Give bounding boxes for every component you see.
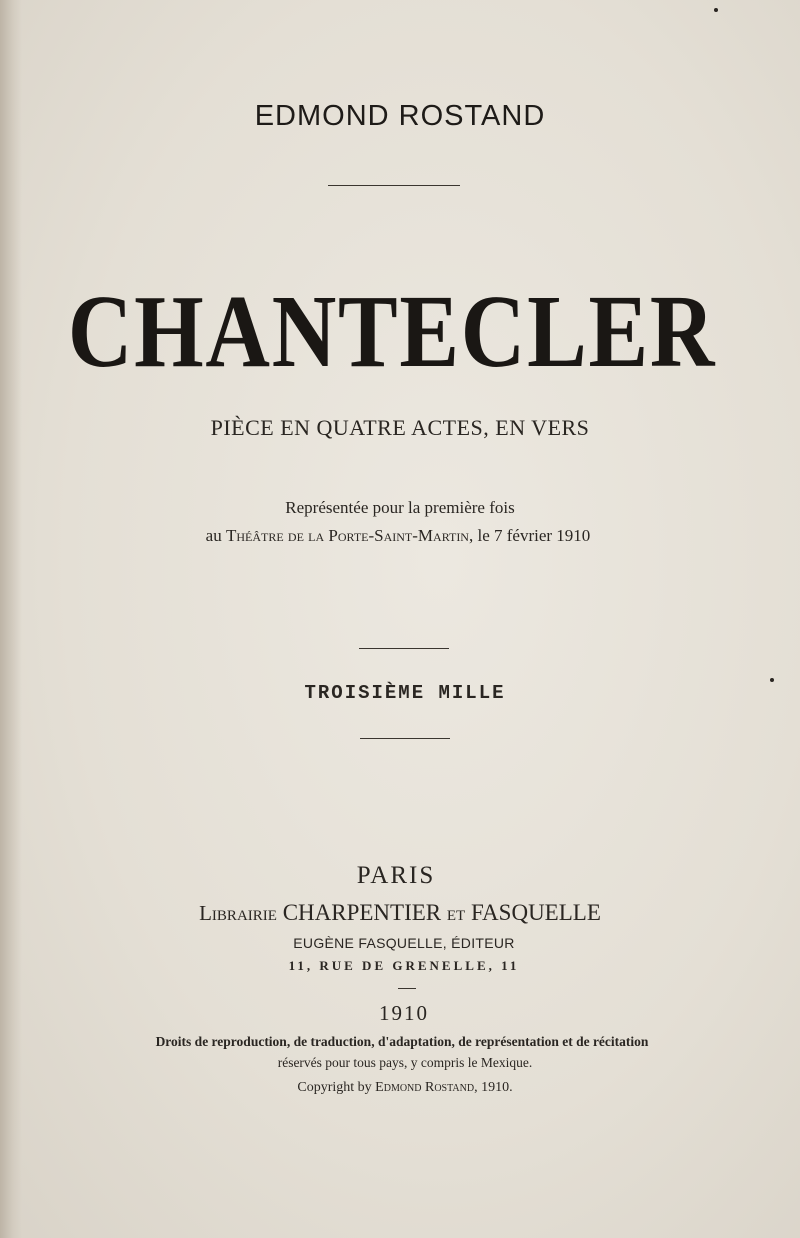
- ink-speck: [714, 8, 718, 12]
- publication-year: 1910: [379, 1001, 429, 1025]
- theatre-name: Théâtre de la Porte-Saint-Martin,: [225, 526, 474, 545]
- book-title: CHANTECLER: [67, 274, 717, 389]
- editor-line: EUGÈNE FASQUELLE, ÉDITEUR: [293, 935, 515, 951]
- performance-line-1: Représentée pour la première fois: [285, 498, 515, 517]
- rights-line-1: Droits de reproduction, de traduction, d'adaptation, de représentation et de récitation: [155, 1034, 649, 1049]
- copyright-prefix: Copyright by: [297, 1080, 376, 1095]
- performance-prefix: au: [205, 526, 226, 545]
- rule-above-year: [398, 988, 416, 989]
- edition-label: TROISIÈME MILLE: [304, 682, 506, 704]
- copyright-line: [5, 1080, 800, 1096]
- performance-date: le 7 février 1910: [473, 526, 591, 545]
- publisher-name: [0, 900, 800, 926]
- rights-line-2: réservés pour tous pays, y compris le Mexique.: [277, 1055, 533, 1070]
- publisher-et: et: [446, 901, 466, 925]
- copyright-name: Edmond Rostand: [375, 1080, 475, 1095]
- page-spine-shadow: [0, 0, 22, 1238]
- author-name: EDMOND ROSTAND: [254, 100, 546, 132]
- rule-under-author: [328, 185, 460, 186]
- performance-line-2: [0, 526, 798, 546]
- copyright-suffix: , 1910.: [474, 1080, 513, 1095]
- publisher-city: PARIS: [356, 862, 436, 889]
- ink-speck: [770, 678, 774, 682]
- publisher-name-2: FASQUELLE: [470, 900, 601, 925]
- publisher-address: 11, RUE DE GRENELLE, 11: [288, 958, 520, 973]
- rule-above-edition: [359, 648, 449, 649]
- publisher-name-1: CHARPENTIER: [282, 900, 442, 925]
- rule-below-edition: [360, 738, 450, 739]
- librairie-word: Librairie: [199, 901, 277, 925]
- subtitle: PIÈCE EN QUATRE ACTES, EN VERS: [210, 415, 590, 440]
